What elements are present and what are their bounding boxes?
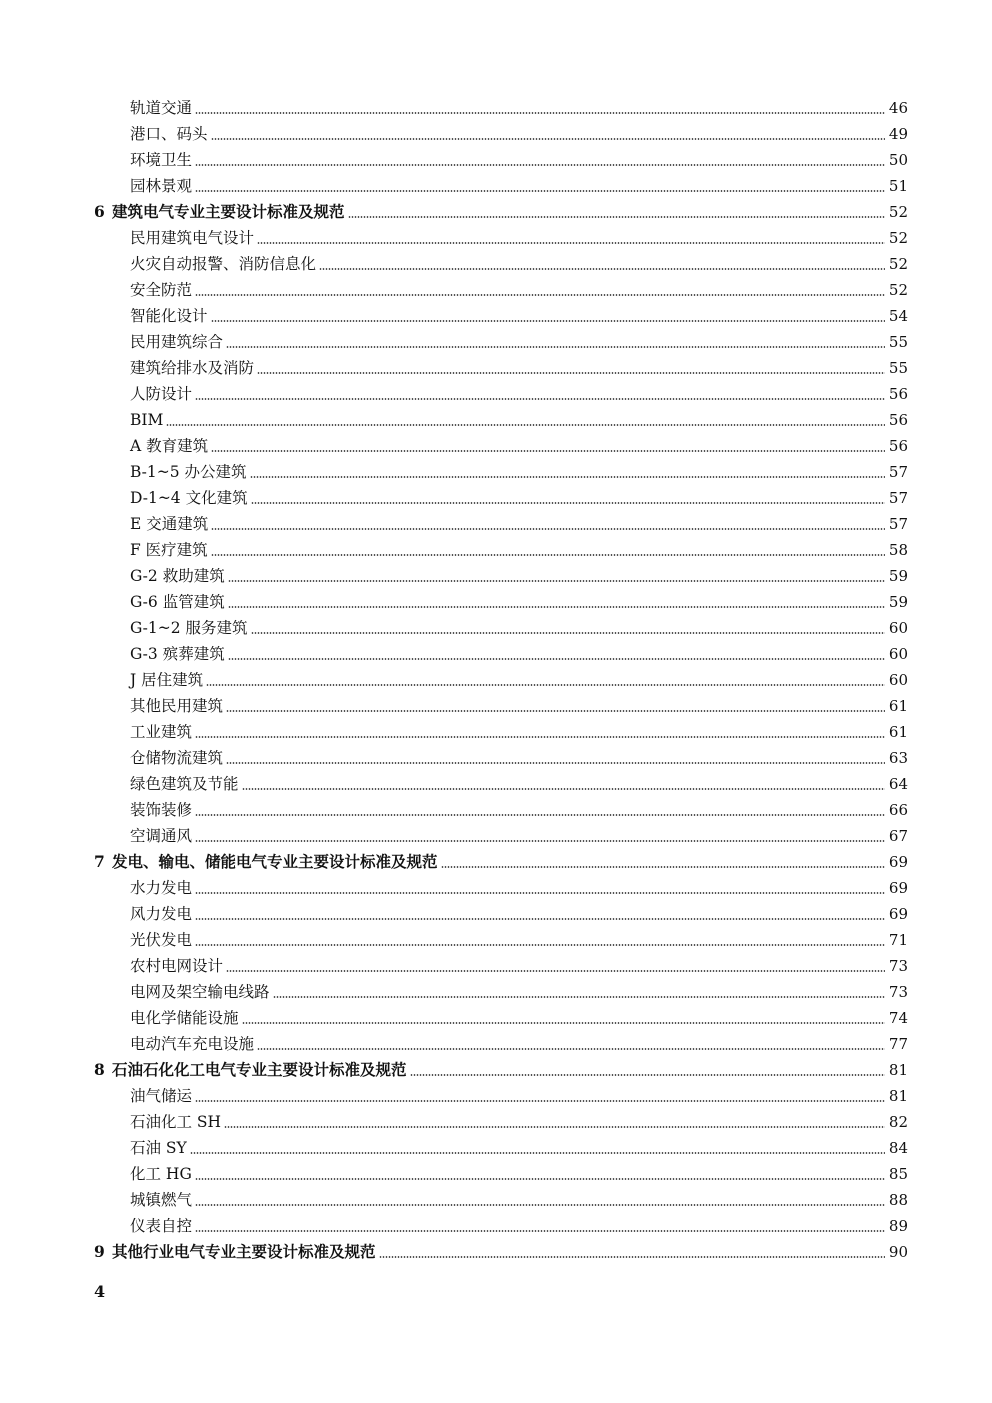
dot-leader	[195, 918, 885, 920]
toc-entry-title: 安全防范	[130, 281, 193, 299]
toc-entry-title: 环境卫生	[130, 151, 193, 169]
toc-entry-title: 化工 HG	[130, 1165, 192, 1183]
chapter-number: 9	[94, 1242, 105, 1261]
toc-entry-title: 油气储运	[130, 1087, 193, 1105]
toc-page-number: 60	[888, 671, 908, 689]
toc-entry-title: 空调通风	[130, 827, 193, 845]
toc-entry-title: F 医疗建筑	[130, 541, 208, 559]
dot-leader	[257, 1048, 885, 1050]
toc-entry[interactable]	[0, 303, 992, 329]
toc-page-number: 46	[888, 99, 908, 117]
dot-leader	[195, 1178, 885, 1180]
toc-page-number: 69	[888, 905, 908, 923]
toc-entry[interactable]	[0, 641, 992, 667]
toc-entry-title: 风力发电	[130, 905, 193, 923]
toc-page-number: 58	[888, 541, 908, 559]
toc-entry-title: 石油 SY	[130, 1139, 187, 1157]
toc-entry[interactable]	[0, 485, 992, 511]
dot-leader	[195, 814, 885, 816]
toc-entry-title: BIM	[130, 411, 164, 429]
toc-entry-title: 智能化设计	[130, 307, 208, 325]
toc-entry-title: 绿色建筑及节能	[130, 775, 239, 793]
toc-entry-title: 水力发电	[130, 879, 193, 897]
chapter-number: 8	[94, 1060, 105, 1079]
toc-entry-title: G-1~2 服务建筑	[130, 619, 248, 637]
toc-page-number: 61	[888, 697, 908, 715]
toc-entry[interactable]	[0, 1161, 992, 1187]
toc-entry-title: 园林景观	[130, 177, 193, 195]
toc-page-number: 90	[888, 1243, 908, 1261]
toc-entry[interactable]	[0, 537, 992, 563]
toc-entry-title: 电网及架空输电线路	[130, 983, 270, 1001]
toc-entry-title: D-1~4 文化建筑	[130, 489, 248, 507]
toc-entry[interactable]	[0, 719, 992, 745]
dot-leader	[226, 346, 885, 348]
toc-page-number: 82	[888, 1113, 908, 1131]
dot-leader	[211, 320, 885, 322]
dot-leader	[228, 580, 885, 582]
dot-leader	[195, 1100, 885, 1102]
toc-page-number: 52	[888, 281, 908, 299]
toc-page-number: 55	[888, 333, 908, 351]
toc-entry-title: 人防设计	[130, 385, 193, 403]
toc-entry-title: 石油石化化工电气专业主要设计标准及规范	[112, 1060, 407, 1079]
toc-page-number: 71	[888, 931, 908, 949]
toc-entry[interactable]	[0, 927, 992, 953]
toc-page-number: 61	[888, 723, 908, 741]
toc-page-number: 52	[888, 203, 908, 221]
toc-page-number: 81	[888, 1087, 908, 1105]
dot-leader	[250, 476, 885, 478]
toc-entry-title: 城镇燃气	[130, 1191, 193, 1209]
toc-entry[interactable]	[0, 797, 992, 823]
toc-page-number: 66	[888, 801, 908, 819]
toc-entry[interactable]	[0, 589, 992, 615]
dot-leader	[195, 164, 885, 166]
dot-leader	[441, 866, 885, 868]
toc-entry[interactable]	[0, 1083, 992, 1109]
toc-page-number: 57	[888, 515, 908, 533]
toc-entry-title: 光伏发电	[130, 931, 193, 949]
toc-page-number: 88	[888, 1191, 908, 1209]
toc-page-number: 64	[888, 775, 908, 793]
dot-leader	[195, 892, 885, 894]
dot-leader	[251, 632, 885, 634]
toc-entry-title: 电动汽车充电设施	[130, 1035, 255, 1053]
toc-page-number: 69	[888, 879, 908, 897]
toc-entry[interactable]	[0, 407, 992, 433]
toc-entry-title: 装饰装修	[130, 801, 193, 819]
toc-entry-title: 仓储物流建筑	[130, 749, 224, 767]
toc-page-number: 60	[888, 619, 908, 637]
dot-leader	[195, 112, 885, 114]
toc-page-number: 73	[888, 983, 908, 1001]
toc-entry[interactable]	[0, 433, 992, 459]
dot-leader	[195, 398, 885, 400]
dot-leader	[257, 242, 885, 244]
toc-entry-title: G-6 监管建筑	[130, 593, 225, 611]
dot-leader	[211, 450, 885, 452]
toc-entry[interactable]	[0, 771, 992, 797]
toc-entry[interactable]	[0, 95, 992, 121]
dot-leader	[379, 1256, 885, 1258]
toc-entry[interactable]	[0, 979, 992, 1005]
dot-leader	[211, 554, 885, 556]
toc-chapter-entry[interactable]	[0, 1057, 992, 1083]
toc-entry[interactable]	[0, 563, 992, 589]
toc-page-number: 52	[888, 229, 908, 247]
dot-leader	[251, 502, 885, 504]
toc-page-number: 51	[888, 177, 908, 195]
dot-leader	[273, 996, 885, 998]
page-number: 4	[94, 1282, 106, 1301]
toc-entry[interactable]	[0, 1005, 992, 1031]
dot-leader	[226, 710, 885, 712]
toc-entry[interactable]	[0, 823, 992, 849]
toc-entry[interactable]	[0, 511, 992, 537]
dot-leader	[190, 1152, 885, 1154]
toc-entry[interactable]	[0, 121, 992, 147]
dot-leader	[206, 684, 885, 686]
toc-page-number: 77	[888, 1035, 908, 1053]
toc-entry-title: 轨道交通	[130, 99, 193, 117]
toc-entry-title: J 居住建筑	[130, 671, 204, 689]
toc-entry[interactable]	[0, 953, 992, 979]
toc-page-number: 59	[888, 593, 908, 611]
toc-entry[interactable]	[0, 875, 992, 901]
toc-entry-title: G-2 救助建筑	[130, 567, 225, 585]
toc-entry-title: 石油化工 SH	[130, 1113, 222, 1131]
toc-page-number: 56	[888, 437, 908, 455]
toc-entry[interactable]	[0, 745, 992, 771]
toc-entry-title: A 教育建筑	[130, 437, 209, 455]
toc-page-number: 63	[888, 749, 908, 767]
toc-page-number: 57	[888, 489, 908, 507]
toc-entry[interactable]	[0, 251, 992, 277]
toc-entry[interactable]	[0, 901, 992, 927]
toc-page-number: 56	[888, 411, 908, 429]
toc-page-number: 55	[888, 359, 908, 377]
toc-entry-title: 工业建筑	[130, 723, 193, 741]
toc-page-number: 50	[888, 151, 908, 169]
dot-leader	[226, 762, 885, 764]
toc-entry[interactable]	[0, 615, 992, 641]
toc-page-number: 84	[888, 1139, 908, 1157]
toc-entry-title: G-3 殡葬建筑	[130, 645, 225, 663]
toc-entry-title: 民用建筑电气设计	[130, 229, 255, 247]
dot-leader	[228, 658, 885, 660]
toc-page-number: 52	[888, 255, 908, 273]
toc-page-number: 57	[888, 463, 908, 481]
toc-page-number: 73	[888, 957, 908, 975]
toc-chapter-entry[interactable]	[0, 199, 992, 225]
toc-chapter-entry[interactable]	[0, 849, 992, 875]
chapter-number: 7	[94, 852, 105, 871]
toc-entry-title: 发电、输电、储能电气专业主要设计标准及规范	[112, 852, 438, 871]
toc-page-number: 81	[888, 1061, 908, 1079]
table-of-contents	[0, 95, 992, 1265]
chapter-number: 6	[94, 202, 105, 221]
toc-entry[interactable]	[0, 329, 992, 355]
toc-entry-title: 农村电网设计	[130, 957, 224, 975]
toc-entry[interactable]	[0, 459, 992, 485]
toc-entry[interactable]	[0, 173, 992, 199]
toc-page-number: 56	[888, 385, 908, 403]
dot-leader	[224, 1126, 885, 1128]
dot-leader	[410, 1074, 885, 1076]
toc-entry-title: 电化学储能设施	[130, 1009, 239, 1027]
toc-entry[interactable]	[0, 277, 992, 303]
toc-chapter-entry[interactable]	[0, 1239, 992, 1265]
dot-leader	[257, 372, 885, 374]
dot-leader	[211, 528, 885, 530]
dot-leader	[242, 788, 885, 790]
toc-entry-title: E 交通建筑	[130, 515, 209, 533]
toc-page-number: 89	[888, 1217, 908, 1235]
toc-entry[interactable]	[0, 667, 992, 693]
toc-entry[interactable]	[0, 147, 992, 173]
toc-entry-title: 建筑电气专业主要设计标准及规范	[112, 202, 345, 221]
dot-leader	[242, 1022, 885, 1024]
toc-entry[interactable]	[0, 225, 992, 251]
toc-entry-title: 仪表自控	[130, 1217, 193, 1235]
dot-leader	[195, 736, 885, 738]
toc-entry[interactable]	[0, 1109, 992, 1135]
toc-entry[interactable]	[0, 1135, 992, 1161]
toc-entry[interactable]	[0, 1213, 992, 1239]
toc-page-number: 74	[888, 1009, 908, 1027]
toc-entry[interactable]	[0, 381, 992, 407]
toc-page-number: 60	[888, 645, 908, 663]
dot-leader	[166, 424, 885, 426]
dot-leader	[195, 1230, 885, 1232]
toc-entry-title: 民用建筑综合	[130, 333, 224, 351]
toc-entry-title: 其他行业电气专业主要设计标准及规范	[112, 1242, 376, 1261]
toc-entry-title: 火灾自动报警、消防信息化	[130, 255, 317, 273]
toc-entry-title: 建筑给排水及消防	[130, 359, 255, 377]
toc-entry[interactable]	[0, 1187, 992, 1213]
toc-entry-title: 港口、码头	[130, 125, 208, 143]
dot-leader	[348, 216, 885, 218]
toc-page-number: 54	[888, 307, 908, 325]
toc-page-number: 69	[888, 853, 908, 871]
dot-leader	[228, 606, 885, 608]
dot-leader	[226, 970, 885, 972]
toc-page-number: 67	[888, 827, 908, 845]
toc-entry-title: 其他民用建筑	[130, 697, 224, 715]
dot-leader	[195, 944, 885, 946]
toc-page-number: 85	[888, 1165, 908, 1183]
dot-leader	[195, 840, 885, 842]
dot-leader	[195, 1204, 885, 1206]
toc-entry-title: B-1~5 办公建筑	[130, 463, 247, 481]
dot-leader	[319, 268, 885, 270]
dot-leader	[195, 190, 885, 192]
dot-leader	[211, 138, 885, 140]
toc-entry[interactable]	[0, 693, 992, 719]
toc-entry[interactable]	[0, 1031, 992, 1057]
toc-entry[interactable]	[0, 355, 992, 381]
dot-leader	[195, 294, 885, 296]
toc-page-number: 59	[888, 567, 908, 585]
toc-page-number: 49	[888, 125, 908, 143]
